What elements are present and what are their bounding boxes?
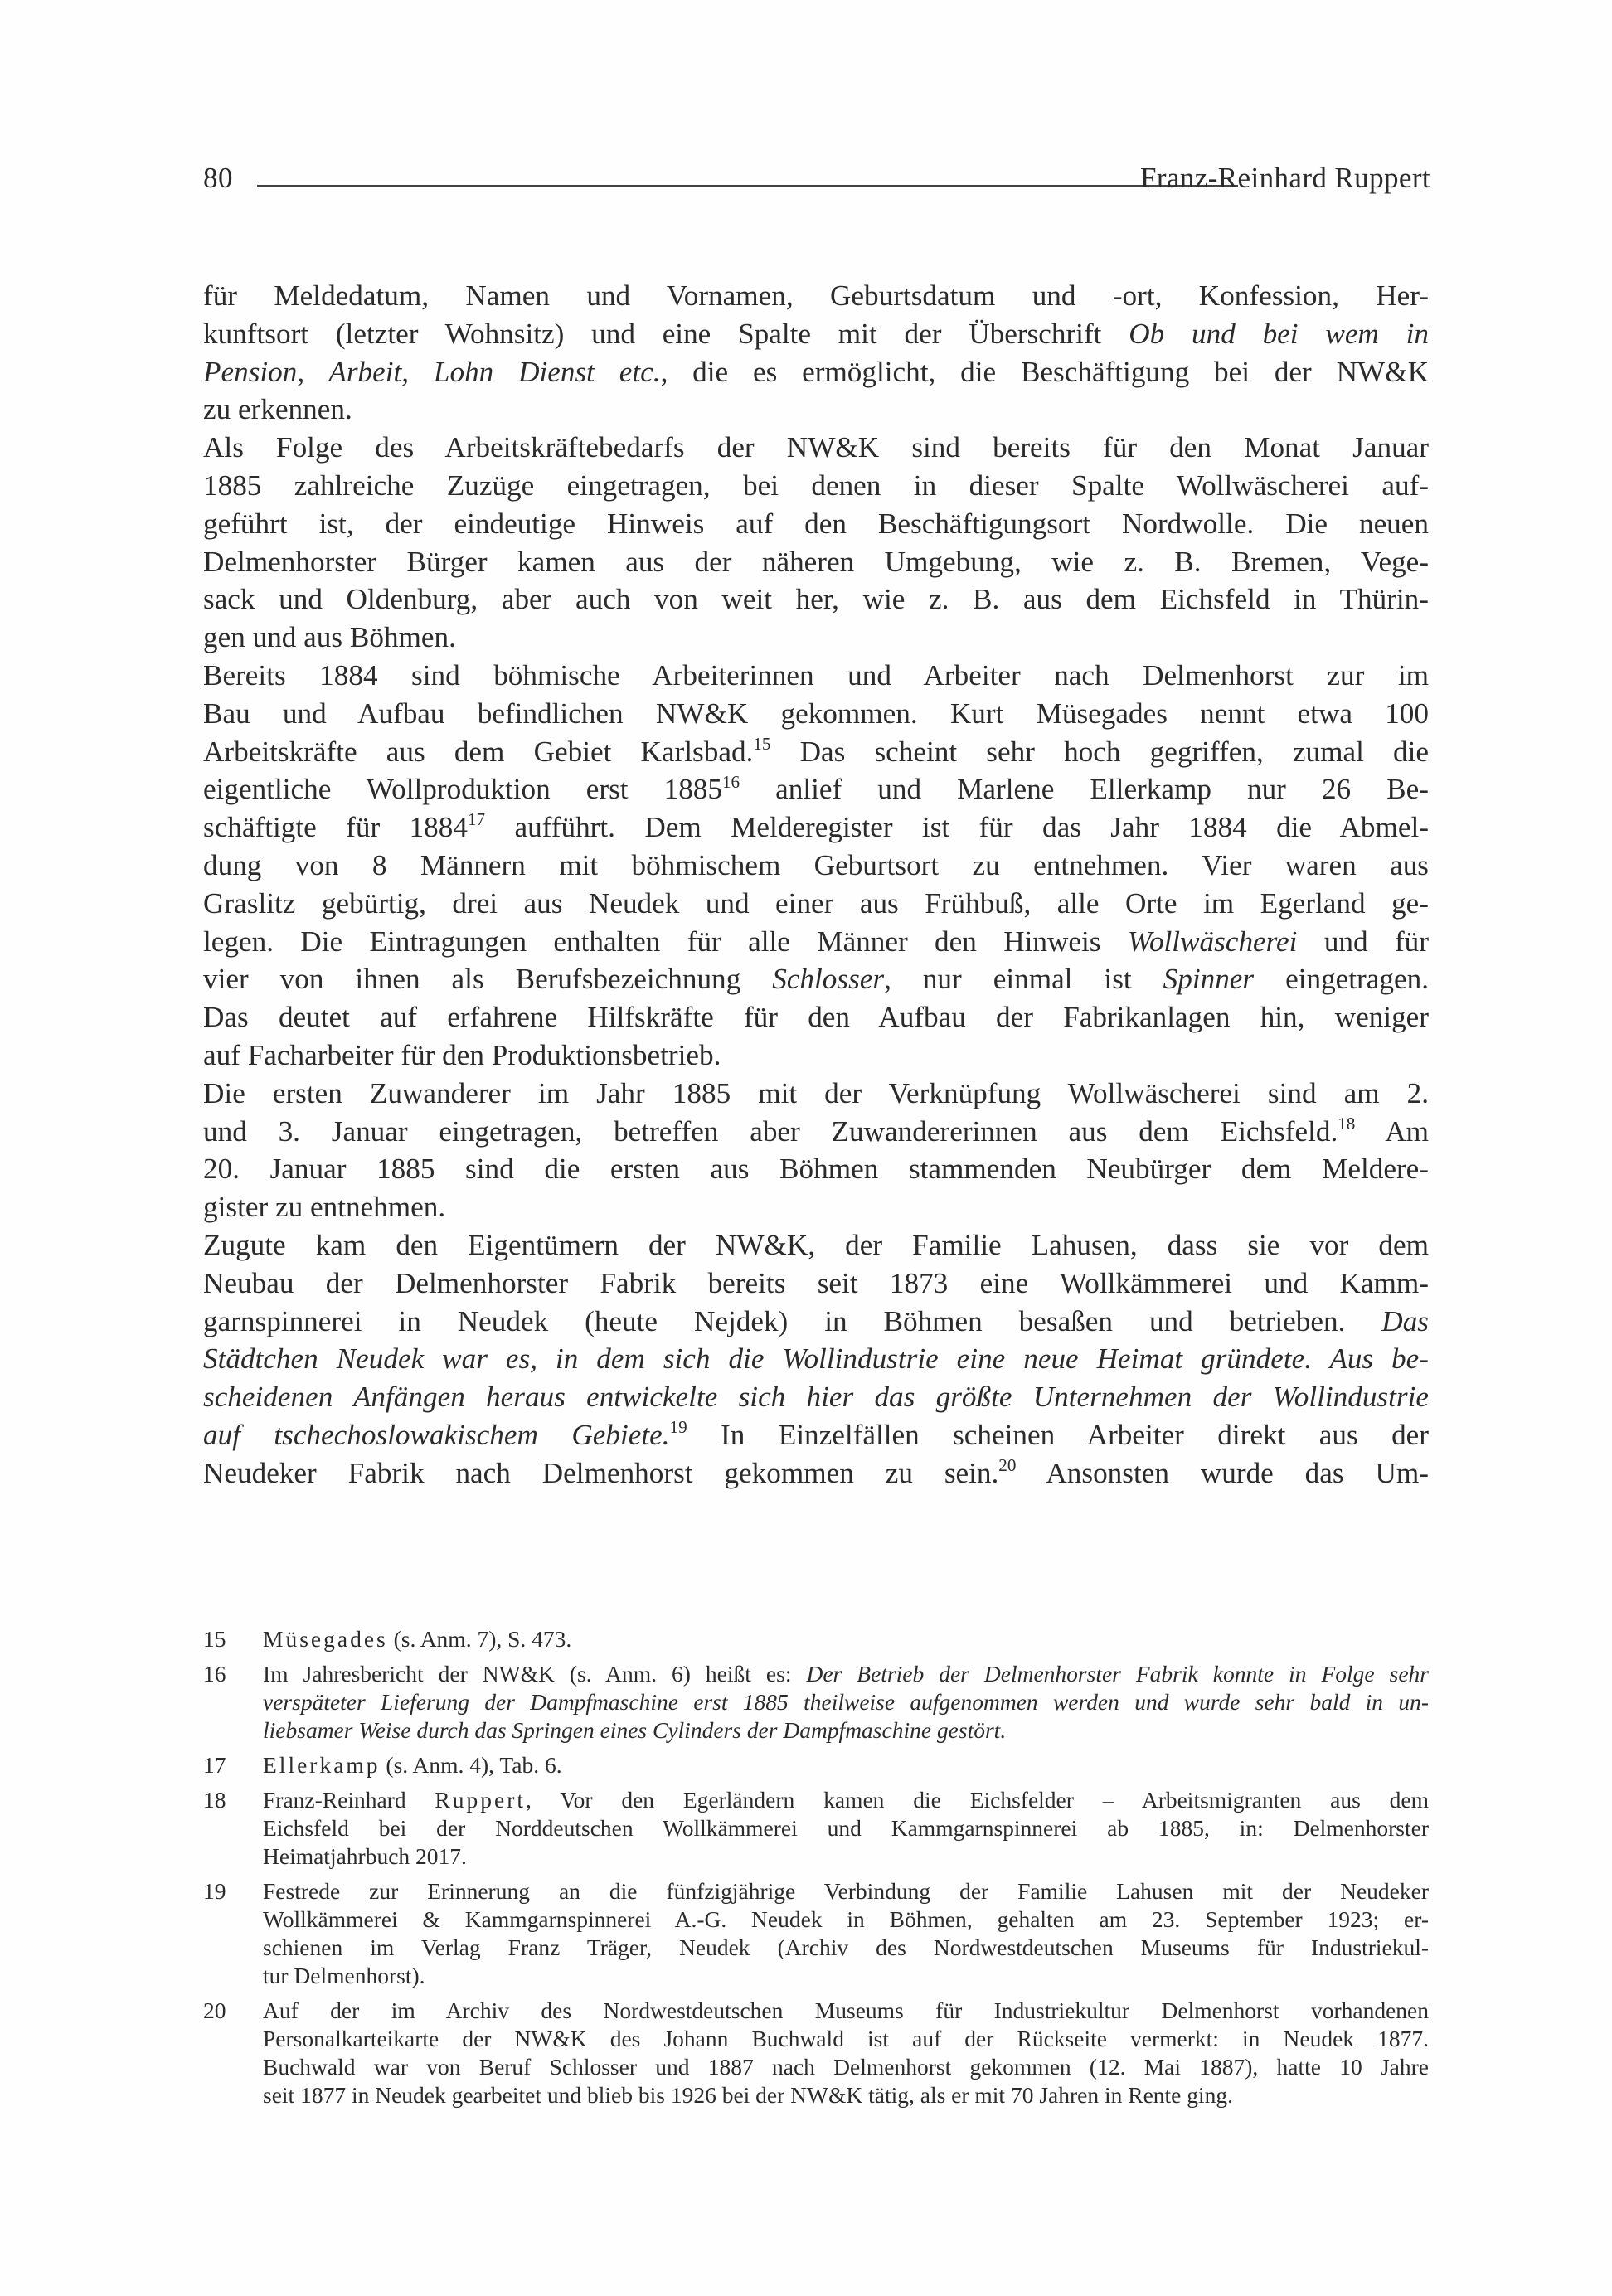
text-line: auf Facharbeiter für den Produktionsbetrieb. — [203, 1038, 721, 1071]
footnote-number: 20 — [203, 1997, 226, 2023]
paragraph-2 — [203, 429, 1429, 657]
text-line: kunftsort (letzter Wohnsitz) und eine Spalte mit der Überschrift Ob und bei wem in — [203, 317, 1429, 350]
text-line: eigentliche Wollproduktion erst 1885$^{16}$ anlief und Marlene Ellerkamp nur 26 Be- — [203, 771, 1429, 806]
text-line: Bereits 1884 sind böhmische Arbeiterinnen und Arbeiter nach Delmenhorst zur im — [203, 658, 1429, 692]
text-line: scheidenen Anfängen heraus entwickelte sich hier das größte Unternehmen der Wollindustrie — [203, 1381, 1429, 1414]
footnote-17: 17 Ellerkamp (s. Anm. 4), Tab. 6. — [203, 1752, 562, 1778]
text-line: Arbeitskräfte aus dem Gebiet Karlsbad.$^{15}$ Das scheint sehr hoch gegriffen, zumal die — [203, 733, 1429, 768]
footnote-ref-20: 20 — [998, 1454, 1017, 1475]
header-rule — [257, 185, 1238, 187]
footnote-number: 17 — [203, 1752, 226, 1778]
text-line: Die ersten Zuwanderer im Jahr 1885 mit der Verknüpfung Wollwäscherei sind am 2. — [203, 1076, 1429, 1109]
text-line: schäftigte für 1884$^{17}$ aufführt. Dem Melderegister ist für das Jahr 1884 die Abmel- — [203, 809, 1429, 844]
running-header — [203, 158, 1430, 199]
footnotes — [203, 1625, 1429, 2116]
text-line: legen. Die Eintragungen enthalten für alle Männer den Hinweis Wollwäscherei und für — [203, 925, 1429, 958]
text-line: 1885 zahlreiche Zuzüge eingetragen, bei denen in dieser Spalte Wollwäscherei auf- — [203, 468, 1429, 502]
text-line: gister zu entnehmen. — [203, 1191, 446, 1224]
text-line: zu erkennen. — [203, 393, 352, 426]
text-line: und 3. Januar eingetragen, betreffen aber Zuwandererinnen aus dem Eichsfeld.$^{18}$ Am — [203, 1113, 1429, 1148]
text-line: dung von 8 Männern mit böhmischem Geburtsort zu entnehmen. Vier waren aus — [203, 848, 1429, 881]
text-line: für Meldedatum, Namen und Vornamen, Geburtsdatum und -ort, Konfession, Her- — [203, 279, 1429, 312]
text-line: Neubau der Delmenhorster Fabrik bereits seit 1873 eine Wollkämmerei und Kamm- — [203, 1266, 1429, 1299]
text-line: Pension, Arbeit, Lohn Dienst etc., die es ermöglicht, die Beschäftigung bei der NW&K — [203, 355, 1429, 388]
footnote-number: 15 — [203, 1626, 226, 1652]
footnote-number: 16 — [203, 1661, 226, 1687]
footnote-18: 18 Franz-Reinhard Ruppert, Vor den Egerländern kamen die Eichsfelder – Arbeitsmigranten aus dem Eichsfeld bei der Norddeutschen Wollkämmerei und Kammgarnspinnerei ab 1885, in: Delmenhorster Heimatjahrbuch 2017. — [203, 1787, 1429, 1869]
text-line: garnspinnerei in Neudek (heute Nejdek) in Böhmen besaßen und betrieben. Das — [203, 1304, 1429, 1337]
footnote-ref-17: 17 — [467, 809, 486, 830]
text-line: sack und Oldenburg, aber auch von weit her, wie z. B. aus dem Eichsfeld in Thürin- — [203, 583, 1429, 616]
text-line: Bau und Aufbau befindlichen NW&K gekommen. Kurt Müsegades nennt etwa 100 — [203, 697, 1429, 730]
paragraph-4 — [203, 1075, 1429, 1226]
footnote-ref-16: 16 — [722, 771, 740, 792]
footnote-15: 15 Müsegades (s. Anm. 7), S. 473. — [203, 1626, 572, 1652]
paragraph-1 — [203, 277, 1429, 429]
text-line: Als Folge des Arbeitskräftebedarfs der NW&K sind bereits für den Monat Januar — [203, 431, 1429, 464]
footnote-number: 19 — [203, 1878, 226, 1904]
text-line: 20. Januar 1885 sind die ersten aus Böhmen stammenden Neubürger dem Meldere- — [203, 1153, 1429, 1186]
page-number: 80 — [203, 162, 233, 194]
text-line: Delmenhorster Bürger kamen aus der näheren Umgebung, wie z. B. Bremen, Vege- — [203, 545, 1429, 578]
text-line: Städtchen Neudek war es, in dem sich die Wollindustrie eine neue Heimat gründete. Aus be- — [203, 1342, 1429, 1376]
footnote-ref-18: 18 — [1338, 1113, 1356, 1133]
footnote-19: 19 Festrede zur Erinnerung an die fünfzigjährige Verbindung der Familie Lahusen mit der Neudeker Wollkämmerei & Kammgarnspinnerei A.-G. Neudek in Böhmen, gehalten am 23. September 1923; er- schienen im Verlag Franz Träger, Neudek (Archiv des Nordwestdeutschen Museums für Industriekul- tur Delmenhorst). — [203, 1878, 1429, 1988]
footnote-number: 18 — [203, 1787, 226, 1813]
text-line: Graslitz gebürtig, drei aus Neudek und einer aus Frühbuß, alle Orte im Egerland ge- — [203, 886, 1429, 920]
text-line: vier von ihnen als Berufsbezeichnung Schlosser, nur einmal ist Spinner eingetragen. — [203, 963, 1429, 996]
paragraph-3 — [203, 657, 1429, 1075]
paragraph-5 — [203, 1226, 1429, 1493]
text-line: auf tschechoslowakischem Gebiete.$^{19}$ In Einzelfällen scheinen Arbeiter direkt aus der — [203, 1417, 1429, 1451]
text-line: Neudeker Fabrik nach Delmenhorst gekommen zu sein.$^{20}$ Ansonsten wurde das Um- — [203, 1454, 1429, 1489]
footnote-ref-15: 15 — [753, 733, 771, 754]
footnote-20: 20 Auf der im Archiv des Nordwestdeutschen Museums für Industriekultur Delmenhorst vorhandenen Personalkarteikarte der NW&K des Johann Buchwald ist auf der Rückseite vermerkt: in Neudek 1877. Buchwald war von Beruf Schlosser und 1887 nach Delmenhorst gekommen (12. Mai 1887), hatte 10 Jahre seit 1877 in Neudek gearbeitet und blieb bis 1926 bei der NW&K tätig, als er mit 70 Jahren in Rente ging. — [203, 1997, 1429, 2108]
text-line: gen und aus Böhmen. — [203, 621, 456, 654]
footnote-16: 16 Im Jahresbericht der NW&K (s. Anm. 6) heißt es: Der Betrieb der Delmenhorster Fabrik konnte in Folge sehr verspäteter Lieferung der Dampfmaschine erst 1885 theilweise aufgenommen werden und wurde sehr bald in un- liebsamer Weise durch das Springen eines Cylinders der Dampfmaschine gestört. — [203, 1661, 1429, 1743]
text-line: Zugute kam den Eigentümern der NW&K, der Familie Lahusen, dass sie vor dem — [203, 1228, 1429, 1261]
footnote-ref-19: 19 — [669, 1417, 687, 1438]
running-header-author: Franz-Reinhard Ruppert — [1140, 162, 1430, 194]
text-line: geführt ist, der eindeutige Hinweis auf den Beschäftigungsort Nordwolle. Die neuen — [203, 507, 1429, 540]
text-line: Das deutet auf erfahrene Hilfskräfte für den Aufbau der Fabrikanlagen hin, weniger — [203, 1001, 1429, 1034]
main-text — [203, 277, 1429, 1493]
